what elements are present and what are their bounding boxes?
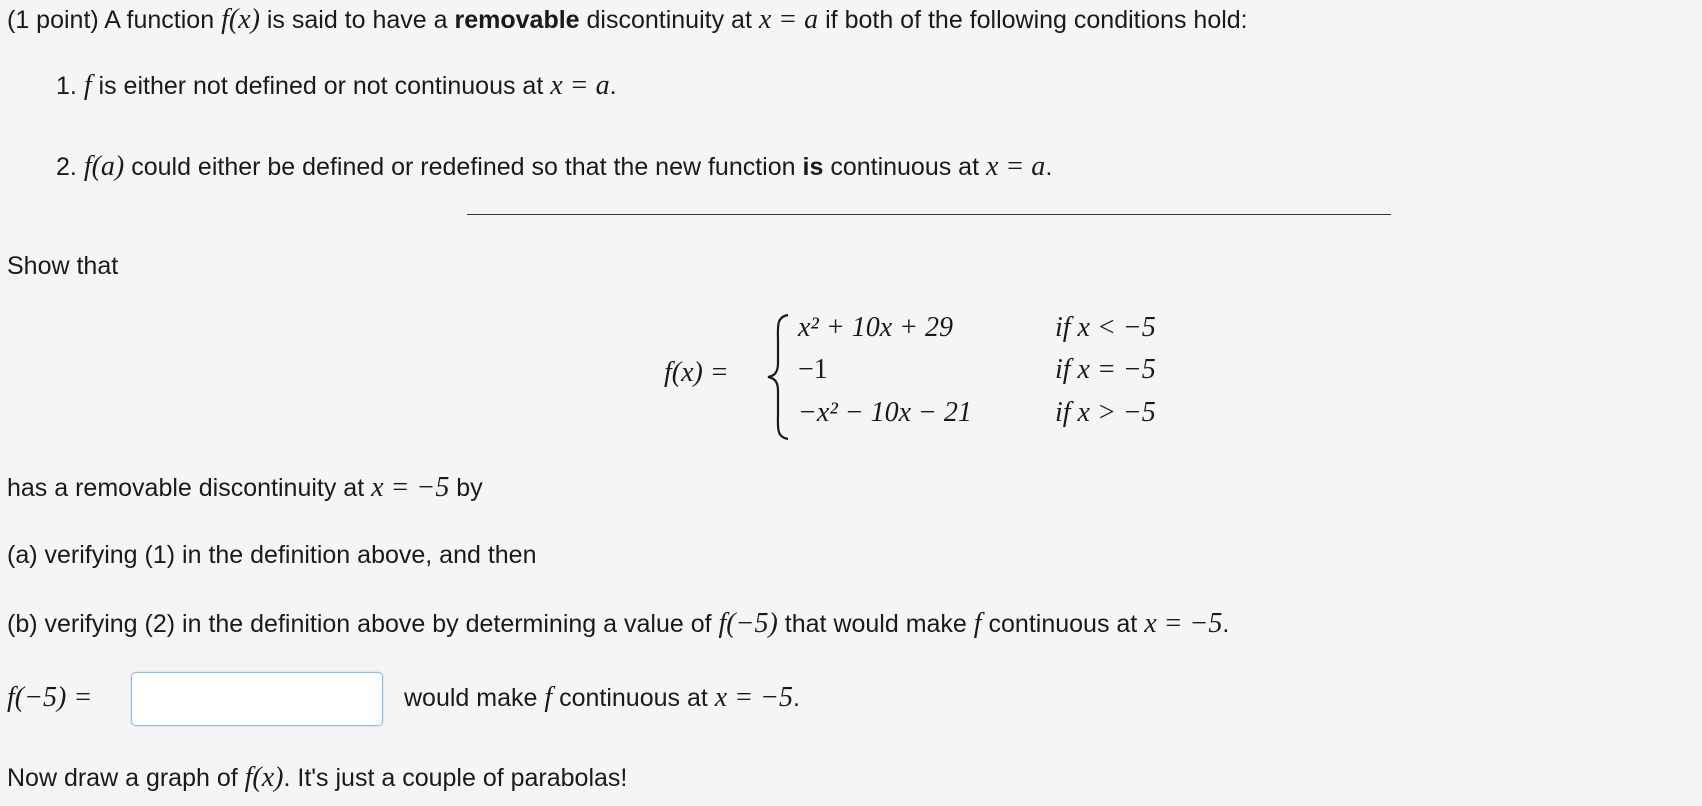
answer-input[interactable] [131, 672, 383, 726]
case-2-condition: if x = −5 [1055, 354, 1156, 385]
case-1-expression: x² + 10x + 29 [798, 312, 954, 343]
case-1-condition: if x < −5 [1055, 312, 1156, 343]
has-removable-text: has a removable discontinuity at x = −5 by [7, 472, 483, 503]
condition-1: 1. f is either not defined or not continuous at x = a. [56, 70, 617, 101]
problem-intro: (1 point) A function f(x) is said to have a removable discontinuity at x = a if both of the following conditions hold: [7, 4, 1248, 35]
condition-2: 2. f(a) could either be defined or redefined so that the new function is continuous at x = a. [56, 151, 1053, 182]
bold-removable: removable [454, 6, 580, 34]
brace-icon [764, 313, 792, 441]
case-3-condition: if x > −5 [1055, 397, 1156, 428]
answer-trailing-text: would make f continuous at x = −5. [404, 682, 800, 713]
piecewise-lhs: f(x) = [664, 357, 729, 388]
points-label: (1 point) [7, 6, 99, 34]
divider-rule [467, 214, 1391, 215]
math-x-eq-a: x = a [758, 4, 819, 35]
show-that-label: Show that [7, 252, 119, 280]
part-b-text: (b) verifying (2) in the definition above by determining a value of f(−5) that would make f continuous at x = −5. [7, 608, 1230, 639]
case-2-expression: −1 [798, 354, 828, 385]
graph-instruction: Now draw a graph of f(x). It's just a couple of parabolas! [7, 762, 628, 793]
answer-lhs: f(−5) = [7, 682, 93, 713]
left-brace [764, 313, 792, 448]
piecewise-function [664, 305, 1204, 445]
part-a-text: (a) verifying (1) in the definition above, and then [7, 541, 537, 569]
case-3-expression: −x² − 10x − 21 [798, 397, 972, 428]
math-fx: f(x) [221, 4, 260, 35]
